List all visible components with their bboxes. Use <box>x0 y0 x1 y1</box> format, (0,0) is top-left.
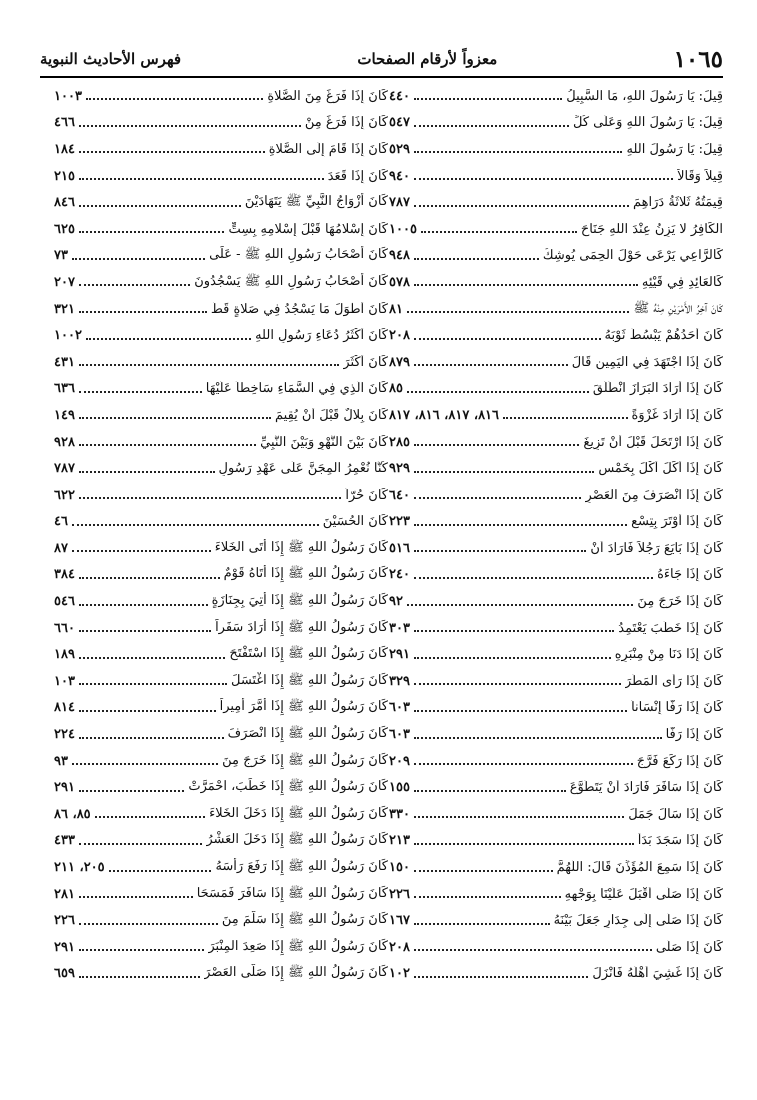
page-reference: ١٨٤ <box>54 141 75 157</box>
hadith-incipit: كَانَ إِذَا خَطَبَ يَعْتَمِدُ <box>618 620 723 636</box>
index-entry <box>54 854 388 881</box>
page-reference: ٨١٦، ٨١٧، ٨١٦، ٨١٧ <box>389 407 500 423</box>
index-entry <box>54 535 388 562</box>
leader-dots <box>72 763 218 765</box>
page-reference: ٢٢٦ <box>389 886 410 902</box>
index-entry <box>389 721 723 748</box>
leader-dots <box>79 949 204 951</box>
hadith-incipit: كَانَ رَسُولُ اللهِ ﷺ إِذَا سَافَرَ فَمَسَحَا <box>196 885 388 901</box>
leader-dots <box>79 471 215 473</box>
page-reference: ٦٣٦ <box>54 381 75 397</box>
hadith-incipit: كَانَ إِذَا جَاءَهُ <box>657 567 723 583</box>
hadith-incipit: كَالرَّاعِي يَرْعَى حَوْلَ الحِمَى يُوشِكُ <box>542 248 723 264</box>
hadith-incipit: كَانَ إِذَا بَايَعَ رَجُلاً فَأَرَادَ أَنْ <box>590 540 723 556</box>
page-reference: ٦٢٥ <box>54 221 75 237</box>
hadith-incipit: كَانَ إِذَا دَنَا مِنْ مِنْبَرِهِ <box>614 647 723 663</box>
index-entry <box>54 748 388 775</box>
leader-dots <box>414 976 588 978</box>
hadith-incipit: كَانَ أَزْوَاجُ النَّبِيِّ ﷺ يَتَهَادَيْنَ <box>244 194 388 210</box>
page-reference: ٩٢ <box>389 594 403 610</box>
index-entry <box>54 269 388 296</box>
leader-dots <box>86 338 251 340</box>
index-entry <box>54 376 388 403</box>
leader-dots <box>414 710 627 712</box>
hadith-incipit: كَانَ إِذَا فَرَغَ مِنَ الصَّلاةِ <box>267 88 388 104</box>
hadith-incipit: قِيلاً وَقَالاً <box>677 168 723 184</box>
leader-dots <box>79 417 271 419</box>
page-reference: ٣٣٠ <box>389 806 410 822</box>
page-reference: ٦٠٣ <box>389 700 410 716</box>
hadith-incipit: كَانَ رَسُولُ اللهِ ﷺ إِذَا أَمَّرَ أَمِيراً <box>219 699 388 715</box>
hadith-incipit: كَانَ إِذَا سَافَرَ فَأَرَادَ أَنْ يَتَطَوَّعَ <box>569 780 723 796</box>
page-reference: ١٠٣ <box>54 673 75 689</box>
index-title: فهرس الأحاديث النبوية <box>40 50 182 68</box>
index-entry <box>389 774 723 801</box>
hadith-incipit: كَانَ إِذَا فَرَغَ مِنْ <box>304 115 388 131</box>
hadith-incipit: كَانَ إِذَا انْصَرَفَ مِنَ العَصْرِ <box>585 487 723 503</box>
leader-dots <box>414 284 638 286</box>
hadith-incipit: كَانَ إِذَا خَرَجَ مِنَ <box>637 594 723 610</box>
leader-dots <box>414 896 561 898</box>
page-reference: ١٥٠ <box>389 860 410 876</box>
index-entry <box>54 721 388 748</box>
index-entry <box>389 349 723 376</box>
index-entry <box>389 961 723 988</box>
leader-dots <box>407 311 629 313</box>
page-reference: ٥١٦ <box>389 540 410 556</box>
hadith-incipit: كَانَ أَكْثَرُ دُعَاءِ رَسُولِ اللهِ <box>255 328 388 344</box>
hadith-incipit: كَانَ رَسُولُ اللهِ ﷺ إِذَا أَتَى الخَلاءَ <box>214 539 388 555</box>
hadith-incipit: كَانَ إِذَا سَأَلَ جَمَلَ <box>628 806 723 822</box>
page-reference: ٦٦٠ <box>54 620 75 636</box>
hadith-incipit: كَانَ إِذَا سَجَدَ بَدَأَ <box>637 833 723 849</box>
index-entry <box>54 296 388 323</box>
index-entry <box>54 322 388 349</box>
page-reference: ٢١٥ <box>54 168 75 184</box>
page-reference: ٧٨٧ <box>54 461 75 477</box>
hadith-incipit: كَانَ بِلالٌ قَبْلَ أَنْ يُقِيمَ <box>275 407 388 423</box>
hadith-incipit: كَانَ رَسُولُ اللهِ ﷺ إِذَا صَلَّى العَصْرَ <box>204 965 388 981</box>
leader-dots <box>79 497 341 499</box>
hadith-incipit: كَانَ رَسُولُ اللهِ ﷺ إِذَا أَرَادَ سَفَراً <box>215 619 388 635</box>
leader-dots <box>503 417 628 419</box>
page-reference: ٢٨١ <box>54 886 75 902</box>
hadith-incipit: كَانَ إِذَا أَوْتَرَ بِتِسْعٍ <box>631 514 723 530</box>
index-entry <box>389 482 723 509</box>
leader-dots <box>79 604 208 606</box>
index-entry <box>389 641 723 668</box>
leader-dots <box>414 630 614 632</box>
leader-dots <box>414 763 633 765</box>
leader-dots <box>79 710 216 712</box>
page-reference: ٦٥٩ <box>54 966 75 982</box>
index-entry <box>54 961 388 988</box>
page-reference: ٤٦ <box>54 514 68 530</box>
page-reference: ٢٢٦ <box>54 913 75 929</box>
leader-dots <box>414 178 673 180</box>
index-entry <box>54 455 388 482</box>
leader-dots <box>414 790 566 792</box>
hadith-incipit: كَانَ رَسُولُ اللهِ ﷺ إِذَا خَطَبَ، احْمَرَّتْ <box>188 779 388 795</box>
hadith-incipit: كَانَ إِذَا أَرَادَ غَزْوَةً <box>631 407 723 423</box>
hadith-incipit: كَانَ رَسُولُ اللهِ ﷺ إِذَا خَرَجَ مِنَ <box>222 752 388 768</box>
index-entry <box>389 588 723 615</box>
leader-dots <box>79 151 265 153</box>
hadith-incipit: كَانَ رَسُولُ اللهِ ﷺ إِذَا أَتَاهُ قَوْمٌ <box>223 566 388 582</box>
index-entry <box>54 828 388 855</box>
leader-dots <box>414 683 621 685</box>
hadith-incipit: كَانَ رَسُولُ اللهِ ﷺ إِذَا أُتِيَ بِجِنَازَةٍ <box>211 593 388 609</box>
hadith-incipit: كَانَ إِذَا ارْتَحَلَ قَبْلَ أَنْ تَزِيغَ <box>583 434 723 450</box>
leader-dots <box>414 923 550 925</box>
page-reference: ٩٢٨ <box>54 434 75 450</box>
leader-dots <box>414 98 562 100</box>
index-entry <box>389 695 723 722</box>
index-entry <box>389 402 723 429</box>
page-reference: ٢٠٩ <box>389 753 410 769</box>
hadith-incipit: كَانَ رَسُولُ اللهِ ﷺ إِذَا رَفَعَ رَأْسَهُ <box>215 859 388 875</box>
page-reference: ٢١٣ <box>389 833 410 849</box>
hadith-incipit: كَانَ إِذَا صَلَّى إِلَى جِدَارٍ جَعَلَ بَيْنَهُ <box>553 913 723 929</box>
leader-dots <box>79 896 193 898</box>
index-entry <box>54 509 388 536</box>
page-reference: ٨٧٩ <box>389 354 410 370</box>
page-reference: ١٠٠٥ <box>389 221 417 237</box>
leader-dots <box>79 284 190 286</box>
index-entry <box>54 907 388 934</box>
page-reference: ٨٥ <box>389 381 403 397</box>
page-reference: ٢٠٥، ٢١١ <box>54 860 105 876</box>
leader-dots <box>414 338 601 340</box>
index-entry <box>389 748 723 775</box>
hadith-incipit: كَانَ إِذَا صَلَّى <box>655 939 723 955</box>
hadith-incipit: كَانَ الحُسَيْنَ <box>322 514 388 530</box>
hadith-incipit: كَانَ إِذَا قَامَ إِلَى الصَّلاةِ <box>268 141 388 157</box>
leader-dots <box>414 151 623 153</box>
index-entry <box>54 615 388 642</box>
page-reference: ٣٢١ <box>54 301 75 317</box>
index-entry <box>54 110 388 137</box>
page-reference: ٨٤٦ <box>54 195 75 211</box>
leader-dots <box>414 471 594 473</box>
leader-dots <box>72 524 319 526</box>
leader-dots <box>421 231 577 233</box>
leader-dots <box>79 391 202 393</box>
page-reference: ١٥٥ <box>389 780 410 796</box>
leader-dots <box>95 816 205 818</box>
leader-dots <box>79 683 227 685</box>
hadith-incipit: كَانَ أَحَدُهُمْ يَبْسُطُ ثَوْبَهُ <box>604 328 723 344</box>
hadith-incipit: كَانَ إِذَا رَأَى المَطَرَ <box>624 673 723 689</box>
page-reference: ٧٨٧ <box>389 195 410 211</box>
leader-dots <box>79 657 225 659</box>
index-entry <box>54 189 388 216</box>
leader-dots <box>414 497 582 499</box>
index-entry <box>54 934 388 961</box>
index-entry <box>389 110 723 137</box>
index-entry <box>389 881 723 908</box>
index-entry <box>389 668 723 695</box>
page-reference: ٩٢٩ <box>389 461 410 477</box>
page-reference: ٢٤٠ <box>389 567 410 583</box>
index-entry <box>54 801 388 828</box>
hadith-incipit: كَانَ رَسُولُ اللهِ ﷺ إِذَا دَخَلَ الخَلاءَ <box>209 805 388 821</box>
leader-dots <box>414 577 653 579</box>
leader-dots <box>414 205 629 207</box>
page-reference: ١٨٩ <box>54 647 75 663</box>
hadith-incipit: قِيلَ: يَا رَسُولَ اللهِ <box>626 141 723 157</box>
leader-dots <box>414 364 568 366</box>
hadith-incipit: كَانَ إِذَا أَكَلَ أَكْلَ بِخَمْسٍ <box>598 461 723 477</box>
hadith-incipit: كَانَ بَيْنَ النَّهْوِ وَبَيْنَ النَّبِيِّ <box>260 434 388 450</box>
index-entry <box>54 668 388 695</box>
page-reference: ٨١٤ <box>54 700 75 716</box>
page-reference: ٩٤٨ <box>389 248 410 264</box>
page-reference: ٤٤٠ <box>389 88 410 104</box>
index-entry <box>389 376 723 403</box>
index-entry <box>54 588 388 615</box>
hadith-incipit: قِيلَ: يَا رَسُولَ اللهِ وَعَلَى كُلِّ <box>573 115 723 131</box>
leader-dots <box>79 125 301 127</box>
page-reference: ٥٤٧ <box>389 115 410 131</box>
page-reference: ١٦٧ <box>389 913 410 929</box>
leader-dots <box>414 524 627 526</box>
hadith-incipit: كَانَ أَكْثَرَ <box>343 354 388 370</box>
index-entry <box>54 243 388 270</box>
index-entry <box>389 216 723 243</box>
page-reference: ٦٠٣ <box>389 727 410 743</box>
page-reference: ٣٢٩ <box>389 673 410 689</box>
header-rule <box>40 76 723 78</box>
page-reference: ١٠٠٢ <box>54 328 82 344</box>
page-reference: ٨١ <box>389 301 403 317</box>
page-reference: ٤٣١ <box>54 354 75 370</box>
page-reference: ٢٠٨ <box>389 939 410 955</box>
hadith-incipit: كَانَ أَصْحَابُ رَسُولِ اللهِ ﷺ يَسْجُدُونَ <box>194 273 388 289</box>
index-entry <box>389 269 723 296</box>
index-entry <box>54 83 388 110</box>
leader-dots <box>79 976 200 978</box>
hadith-incipit: كَانَ إِسْلامُهَا قَبْلَ إِسْلامِهِ بِسِتٍّ <box>228 221 388 237</box>
index-entry <box>389 322 723 349</box>
index-entry <box>54 349 388 376</box>
page-reference: ٢٩١ <box>54 939 75 955</box>
index-entry <box>54 695 388 722</box>
leader-dots <box>407 604 633 606</box>
index-entry <box>389 828 723 855</box>
leader-dots <box>414 870 553 872</box>
hadith-incipit: قِيمَتُهُ ثَلاثَةُ دَرَاهِمَ <box>633 195 723 211</box>
index-entry <box>389 296 723 323</box>
hadith-incipit: كَانَ حُرّاً <box>345 487 388 503</box>
leader-dots <box>414 550 586 552</box>
page-reference: ٢٠٨ <box>389 328 410 344</box>
index-entry <box>389 163 723 190</box>
page-reference: ٢٢٣ <box>389 514 410 530</box>
page-reference: ٣٨٤ <box>54 567 75 583</box>
leader-dots <box>109 870 212 872</box>
index-entry <box>389 455 723 482</box>
index-entry <box>54 216 388 243</box>
page-reference: ٩٣ <box>54 753 68 769</box>
leader-dots <box>414 125 569 127</box>
index-entry <box>54 881 388 908</box>
hadith-incipit: كَانَ رَسُولُ اللهِ ﷺ إِذَا سَلَّمَ مِنَ <box>221 912 388 928</box>
page-reference: ٨٧ <box>54 540 68 556</box>
leader-dots <box>414 444 579 446</box>
page-reference: ٢٨٥ <box>389 434 410 450</box>
page-reference: ٢٩١ <box>389 647 410 663</box>
hadith-incipit: الكَافِرُ لا يَزِنُ عِنْدَ اللهِ جَنَاحَ <box>580 221 723 237</box>
hadith-incipit: كَانَ أَطْوَلَ مَا يَسْجُدُ فِي صَلاةٍ قَطُّ <box>210 301 388 317</box>
index-entry <box>389 801 723 828</box>
leader-dots <box>79 737 224 739</box>
leader-dots <box>72 550 211 552</box>
index-entry <box>54 774 388 801</box>
index-entry <box>389 535 723 562</box>
leader-dots <box>79 843 202 845</box>
index-entry <box>54 402 388 429</box>
hadith-incipit: كَانَ الَّذِي فِي السَّمَاءِ سَاخِطاً عَلَيْهَا <box>205 381 388 397</box>
leader-dots <box>414 657 611 659</box>
leader-dots <box>79 178 324 180</box>
index-entry <box>389 562 723 589</box>
page-reference: ٦٤٠ <box>389 487 410 503</box>
index-entry <box>389 429 723 456</box>
leader-dots <box>414 843 634 845</box>
leader-dots <box>79 577 220 579</box>
leader-dots <box>72 258 205 260</box>
index-entry <box>389 615 723 642</box>
page-reference: ٢٠٧ <box>54 274 75 290</box>
page-reference: ٤٣٣ <box>54 833 75 849</box>
index-entry <box>54 163 388 190</box>
leader-dots <box>414 816 624 818</box>
hadith-incipit: كُنَّا نُعْمِرُ المِجَنَّ عَلَى عَهْدِ رَسُولِ <box>218 461 388 477</box>
page-reference: ١٤٩ <box>54 407 75 423</box>
page-header <box>40 44 723 74</box>
leader-dots <box>79 923 218 925</box>
hadith-incipit: كَانَ آخِرُ الأَمْرَيْنِ مِنْهُ ﷺ <box>633 300 723 316</box>
index-entry <box>54 641 388 668</box>
index-entry <box>389 136 723 163</box>
leader-dots <box>79 630 211 632</box>
leader-dots <box>79 231 224 233</box>
leader-dots <box>79 444 256 446</box>
hadith-incipit: قِيلَ: يَا رَسُولَ اللهِ، مَا السَّبِيلُ <box>566 88 723 104</box>
page-reference: ٤٦٦ <box>54 115 75 131</box>
leader-dots <box>79 364 339 366</box>
hadith-incipit: كَانَ إِذَا صَلَّى أَقْبَلَ عَلَيْنَا بِوَجْهِهِ <box>564 886 723 902</box>
hadith-incipit: كَانَ إِذَا أَرَادَ البَرَازَ انْطَلَقَ <box>592 381 723 397</box>
hadith-incipit: كَانَ أَصْحَابُ رَسُولِ اللهِ ﷺ - عَلَى <box>209 247 388 263</box>
hadith-incipit: كَانَ رَسُولُ اللهِ ﷺ إِذَا اسْتَفْتَحَ <box>229 646 388 662</box>
hadith-incipit: كَانَ إِذَا غَشِيَ أَهْلَهُ فَأَنْزَلَ <box>592 966 723 982</box>
page-reference: ٧٣ <box>54 248 68 264</box>
hadith-incipit: كَانَ رَسُولُ اللهِ ﷺ إِذَا دَخَلَ العَشْرُ <box>206 832 388 848</box>
hadith-incipit: كَانَ إِذَا سَمِعَ المُؤَذِّنَ قَالَ: اللَّهُمَّ <box>556 860 723 876</box>
index-entry <box>54 482 388 509</box>
hadith-incipit: كَانَ رَسُولُ اللهِ ﷺ إِذَا صَعِدَ المِنْبَرَ <box>208 938 388 954</box>
page-reference: ٣٠٣ <box>389 620 410 636</box>
leader-dots <box>414 949 652 951</box>
index-entry <box>389 189 723 216</box>
hadith-incipit: كَانَ رَسُولُ اللهِ ﷺ إِذَا انْصَرَفَ <box>227 726 388 742</box>
leader-dots <box>79 790 184 792</box>
page-reference: ٦٢٢ <box>54 487 75 503</box>
index-entry <box>54 136 388 163</box>
hadith-incipit: كَانَ إِذَا رَكَعَ فَرَّجَ <box>636 753 723 769</box>
page-reference: ١٠٠٣ <box>54 88 82 104</box>
index-column-right <box>389 83 723 1043</box>
index-entry <box>389 854 723 881</box>
leader-dots <box>407 391 589 393</box>
page-reference: ٥٤٦ <box>54 594 75 610</box>
index-entry <box>389 243 723 270</box>
index-column-left <box>54 83 388 1043</box>
hadith-incipit: كَانَ رَسُولُ اللهِ ﷺ إِذَا اغْتَسَلَ <box>230 672 388 688</box>
index-entry <box>389 934 723 961</box>
page-reference: ٩٤٠ <box>389 168 410 184</box>
page-number: ١٠٦٥ <box>673 45 723 73</box>
leader-dots <box>414 737 662 739</box>
index-entry <box>389 907 723 934</box>
leader-dots <box>414 258 539 260</box>
page-reference: ٢٢٤ <box>54 727 75 743</box>
leader-dots <box>86 98 263 100</box>
hadith-incipit: كَانَ إِذَا رَفَّأَ <box>665 727 723 743</box>
index-entry <box>389 509 723 536</box>
running-subtitle: معزواً لأرقام الصفحات <box>357 50 498 68</box>
hadith-incipit: كَانَ إِذَا رَفَّأَ إِنْسَاناً <box>631 700 723 716</box>
index-entry <box>54 562 388 589</box>
page-reference: ١٠٢ <box>389 966 410 982</box>
leader-dots <box>79 205 241 207</box>
page-reference: ٥٧٨ <box>389 274 410 290</box>
index-entry <box>389 83 723 110</box>
hadith-incipit: كَانَ إِذَا اجْتَهَدَ فِي اليَمِينِ قَالَ <box>571 354 723 370</box>
leader-dots <box>79 311 207 313</box>
page-reference: ٥٢٩ <box>389 141 410 157</box>
hadith-incipit: كَانَ إِذَا قَعَدَ <box>327 168 388 184</box>
page-reference: ٨٥، ٨٦ <box>54 806 91 822</box>
page-reference: ٢٩١ <box>54 780 75 796</box>
index-entry <box>54 429 388 456</box>
hadith-incipit: كَالعَائِدِ فِي قَيْئِهِ <box>641 274 723 290</box>
